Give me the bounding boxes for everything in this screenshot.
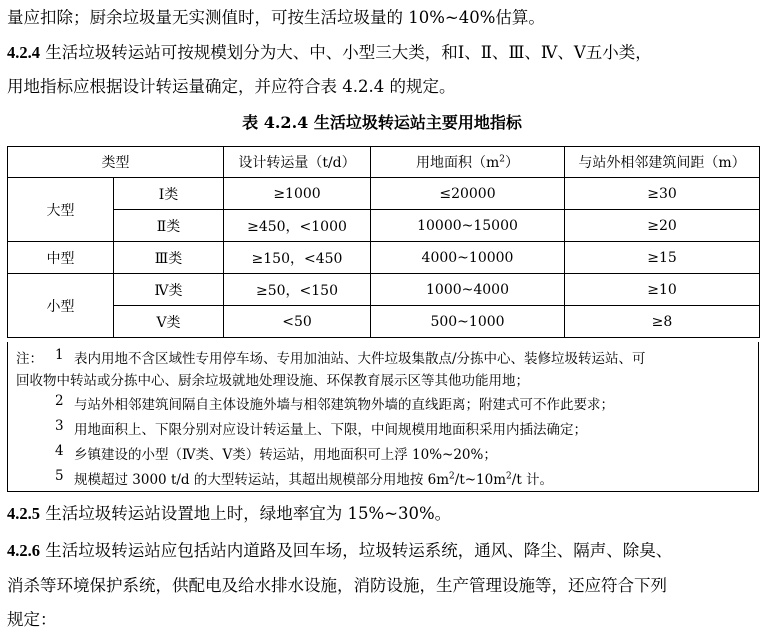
subclass-cell: Ⅳ类 [114,274,224,306]
clause-number: 4.2.6 [7,541,40,560]
clause-4-2-6-line1 [7,537,672,561]
area-cell: 4000~10000 [371,242,565,274]
distance-cell: ≥30 [565,178,760,210]
table-row [8,306,760,338]
capacity-cell: ≥50，<150 [224,274,371,306]
note-2: 与站外相邻建筑间隔自主体设施外墙与相邻建筑物外墙的直线距离；附建式可不作此要求； [74,397,614,413]
table-caption: 表 4.2.4 生活垃圾转运站主要用地指标 [242,113,522,132]
note-1-line2: 回收物中转站或分拣中心、厨余垃圾就地处理设施、环保教育展示区等其他功能用地； [16,373,529,389]
note-5: 规模超过 3000 t/d 的大型转运站，其超出规模部分用地按 $6m^2/t\sim 10m^2/t$ 计。 [74,471,554,488]
note-number: 5 [55,468,64,484]
clause-4-2-6-line3: 规定： [7,610,57,629]
note-4: 乡镇建设的小型（Ⅳ类、Ⅴ类）转运站，用地面积可上浮 10%~20%； [74,447,497,463]
subclass-cell: Ⅱ类 [114,210,224,242]
note-1-line1: 表内用地不含区域性专用停车场、专用加油站、大件垃圾集散点/分拣中心、装修垃圾转运站、可 [74,351,646,367]
distance-cell: ≥8 [565,306,760,338]
table-row [8,210,760,242]
subclass-cell: Ⅴ类 [114,306,224,338]
clause-4-2-6-line2: 消杀等环境保护系统，供配电及给水排水设施，消防设施，生产管理设施等，还应符合下列 [7,576,667,595]
notes-label: 注： [16,351,43,367]
area-cell: 500~1000 [371,306,565,338]
clause-4-2-4-line2: 用地指标应根据设计转运量确定，并应符合表 4.2.4 的规定。 [7,77,456,96]
note-number: 1 [55,347,64,363]
header-distance: 与站外相邻建筑间距（m） [565,147,760,178]
note-number: 3 [55,418,64,434]
capacity-cell: ≥1000 [224,178,371,210]
subclass-cell: Ⅰ类 [114,178,224,210]
header-capacity: 设计转运量（t/d） [224,147,371,178]
note-number: 2 [55,393,64,409]
distance-cell: ≥20 [565,210,760,242]
table-row [8,274,760,306]
clause-4-2-5 [7,500,451,524]
table-header-row [8,147,760,178]
table-row [8,242,760,274]
clause-text: 生活垃圾转运站应包括站内道路及回车场，垃圾转运系统，通风、降尘、隔声、除臭、 [40,541,673,560]
clause-number: 4.2.5 [7,504,40,523]
note-number: 4 [55,443,64,459]
distance-cell: ≥15 [565,242,760,274]
group-small: 小型 [8,274,114,338]
clause-number: 4.2.4 [7,43,40,62]
group-large: 大型 [8,178,114,242]
table-notes [7,342,759,492]
header-type: 类型 [8,147,224,178]
subclass-cell: Ⅲ类 [114,242,224,274]
group-medium: 中型 [8,242,114,274]
land-use-table [7,146,760,338]
area-cell: 10000~15000 [371,210,565,242]
capacity-cell: ≥150，<450 [224,242,371,274]
area-cell: 1000~4000 [371,274,565,306]
clause-text: 生活垃圾转运站设置地上时，绿地率宜为 15%~30%。 [40,504,452,523]
area-cell: ≤20000 [371,178,565,210]
capacity-cell: ≥450，<1000 [224,210,371,242]
paragraph-continuation: 量应扣除；厨余垃圾量无实测值时，可按生活垃圾量的 10%~40%估算。 [7,8,545,27]
table-row [8,178,760,210]
distance-cell: ≥10 [565,274,760,306]
header-area: 用地面积$(m^2)$ [371,147,565,178]
clause-text: 生活垃圾转运站可按规模划分为大、中、小型三大类，和Ⅰ、Ⅱ、Ⅲ、Ⅳ、Ⅴ五小类， [40,43,652,62]
capacity-cell: <50 [224,306,371,338]
clause-4-2-4-line1 [7,39,652,63]
note-3: 用地面积上、下限分别对应设计转运量上、下限，中间规模用地面积采用内插法确定； [74,422,587,438]
